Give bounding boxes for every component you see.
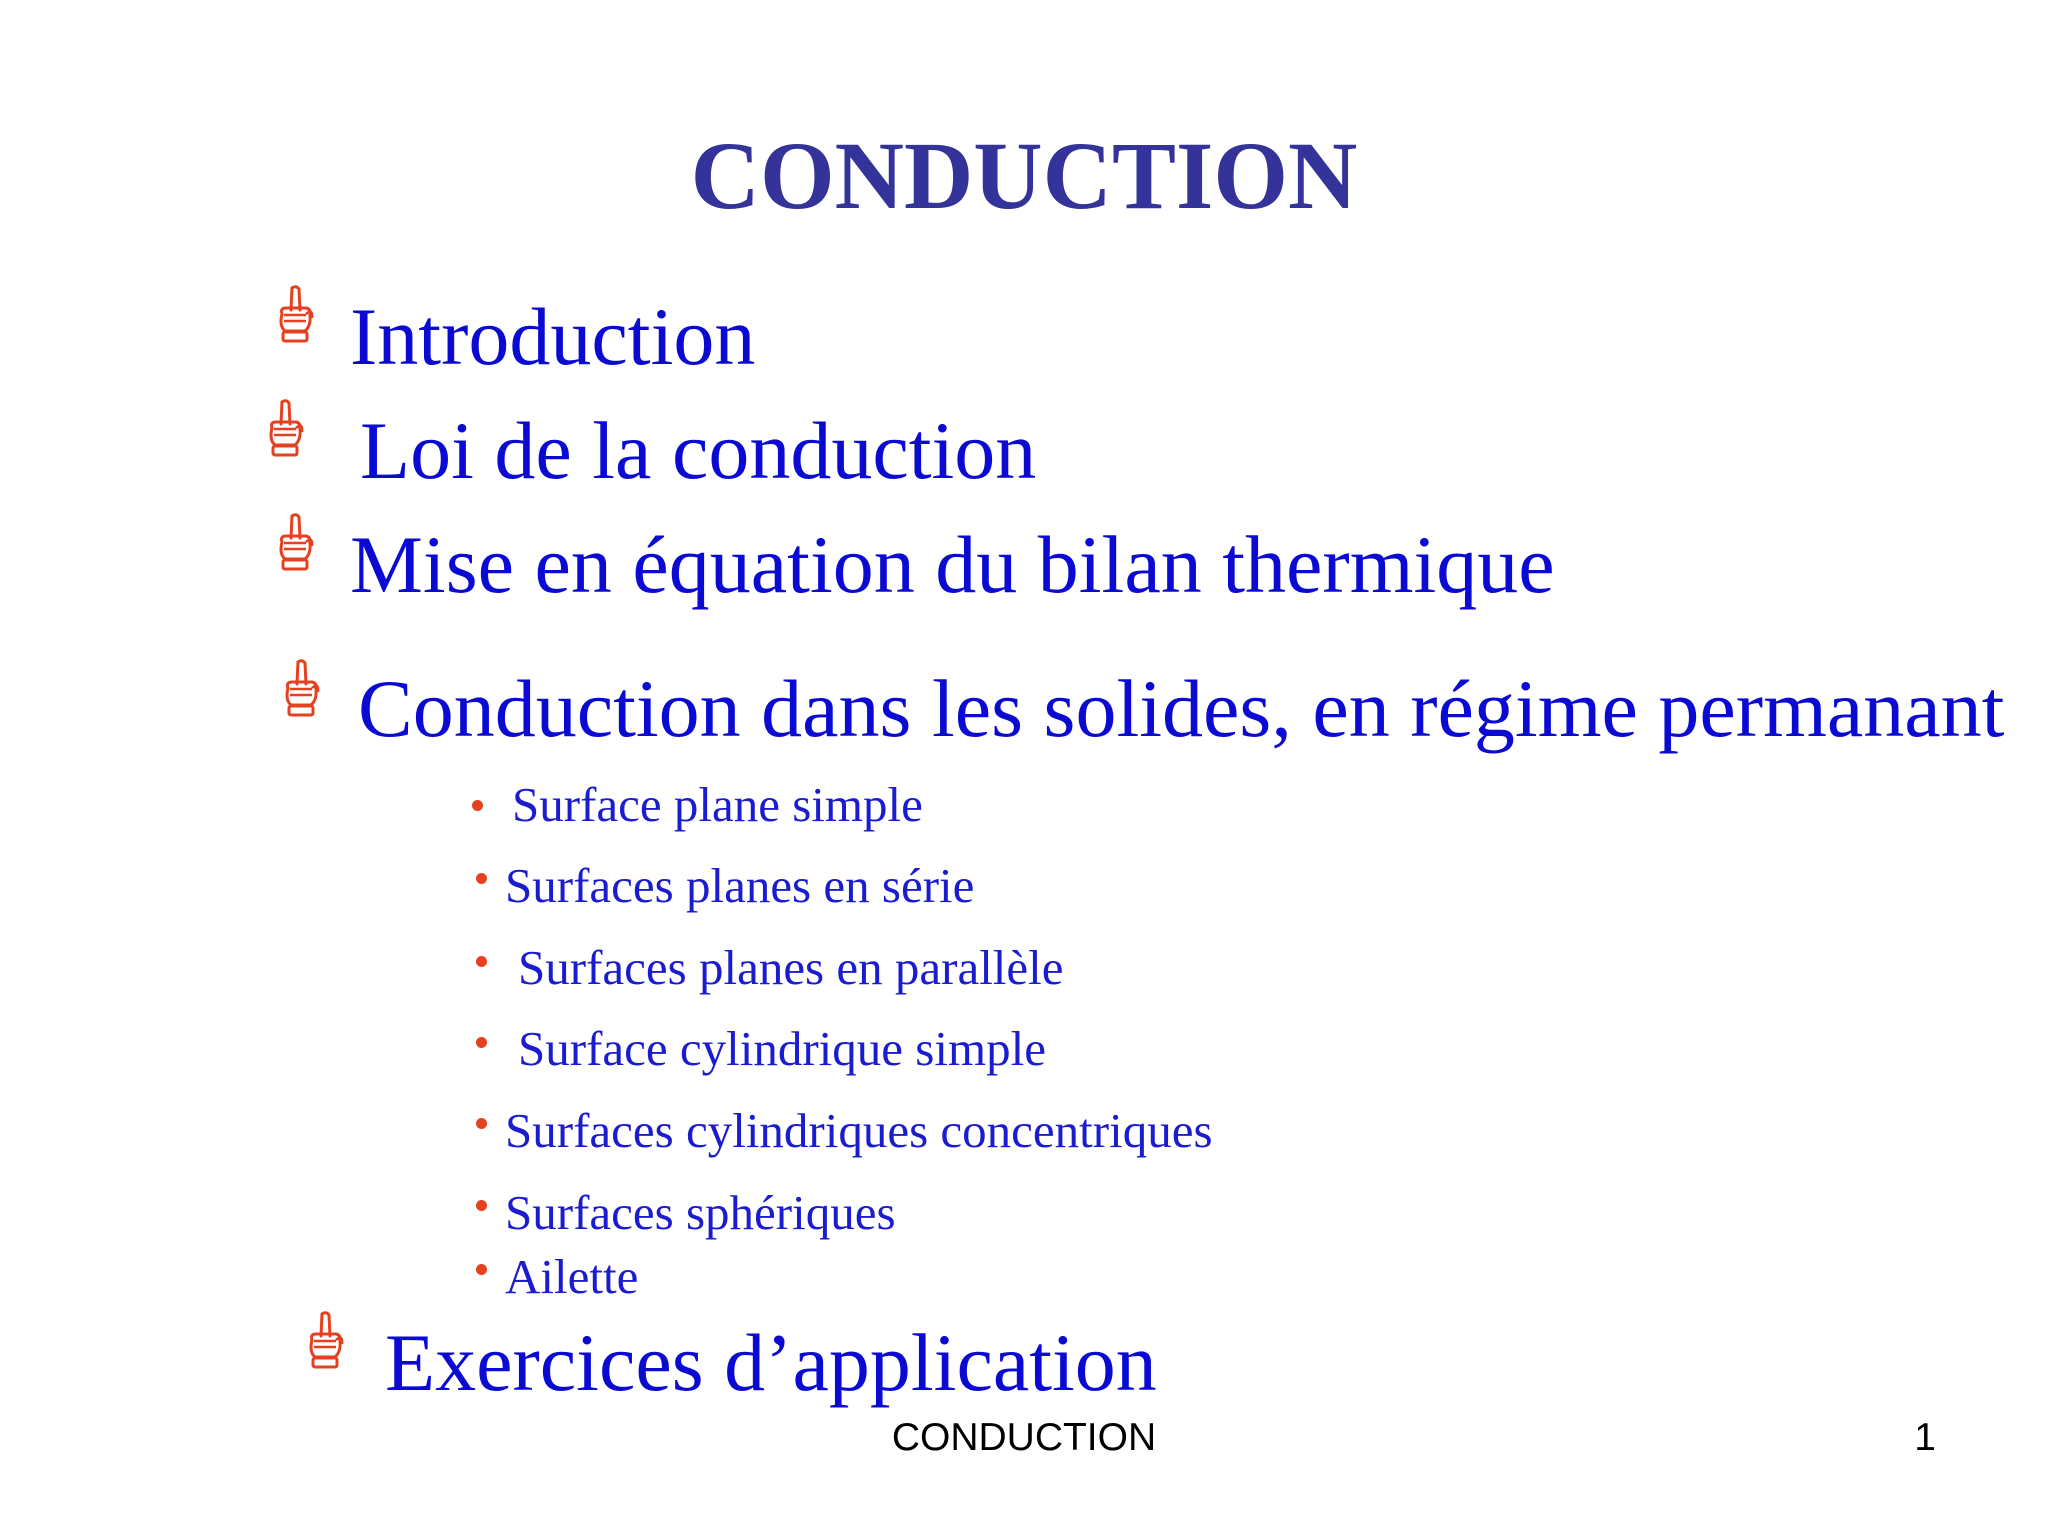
sub-item-label: Surface cylindrique simple (518, 1021, 1046, 1076)
sub-item-label: Surfaces sphériques (505, 1185, 896, 1240)
main-item-label: Introduction (350, 291, 756, 382)
slide-title: CONDUCTION (690, 122, 1358, 229)
page-number: 1 (1914, 1416, 1936, 1459)
bullet-icon (476, 1037, 487, 1048)
main-item-label: Mise en équation du bilan thermique (350, 519, 1555, 610)
bullet-icon (472, 800, 483, 811)
sub-item-label: Surface plane simple (512, 777, 923, 832)
main-item-label: Loi de la conduction (360, 405, 1037, 496)
pointing-hand-icon (266, 398, 304, 458)
pointing-hand-icon (276, 284, 314, 344)
pointing-hand-icon (282, 658, 320, 718)
sub-item-label: Surfaces cylindriques concentriques (505, 1103, 1213, 1158)
bullet-icon (476, 1118, 487, 1129)
main-item-label: Conduction dans les solides, en régime permanant (358, 663, 2005, 754)
bullet-icon (476, 873, 487, 884)
bullet-icon (476, 1264, 487, 1275)
sub-item-label: Ailette (505, 1249, 639, 1304)
sub-item-label: Surfaces planes en série (505, 858, 975, 913)
sub-item-label: Surfaces planes en parallèle (518, 940, 1064, 995)
bullet-icon (476, 956, 487, 967)
bullet-icon (476, 1200, 487, 1211)
pointing-hand-icon (276, 512, 314, 572)
main-item-label: Exercices d’application (385, 1317, 1157, 1408)
footer-title: CONDUCTION (891, 1416, 1157, 1459)
pointing-hand-icon (306, 1310, 344, 1370)
